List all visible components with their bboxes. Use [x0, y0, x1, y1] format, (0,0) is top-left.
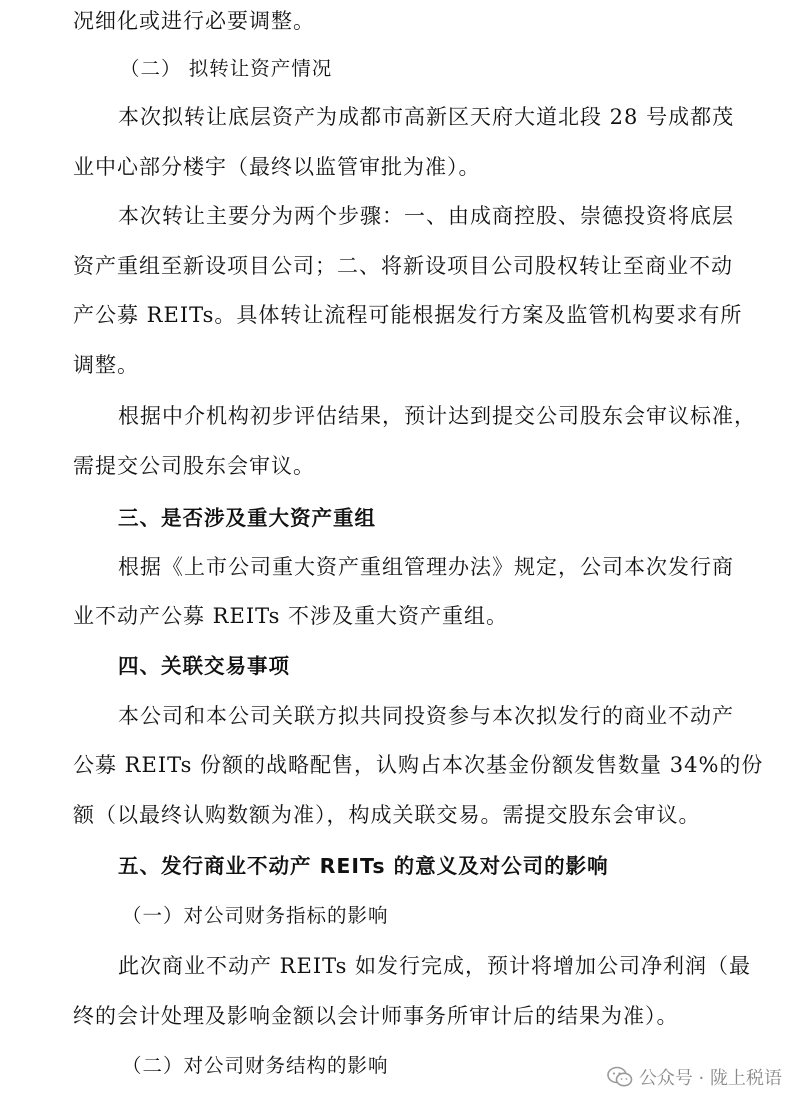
text-line: 况细化或进行必要调整。: [73, 9, 315, 33]
text-line: 公募 REITs 份额的战略配售，认购占本次基金份额发售数量 34%的份: [73, 753, 764, 777]
watermark-text: 公众号 · 陇上税语: [638, 1068, 782, 1089]
text-line: 终的会计处理及影响金额以会计师事务所审计后的结果为准）。: [73, 1004, 679, 1028]
text-line: 业不动产公募 REITs 不涉及重大资产重组。: [73, 604, 509, 628]
text-line: 需提交公司股东会审议。: [73, 454, 315, 478]
section-heading: 四、关联交易事项: [118, 654, 290, 678]
text-line: 额（以最终认购数额为准），构成关联交易。需提交股东会审议。: [73, 803, 701, 827]
wechat-icon: [607, 1066, 633, 1088]
section-heading: 五、发行商业不动产 REITs 的意义及对公司的影响: [118, 854, 609, 878]
text-line: 根据《上市公司重大资产重组管理办法》规定，公司本次发行商: [118, 555, 734, 579]
text-line: 业中心部分楼宇（最终以监管审批为准）。: [73, 155, 481, 179]
subsection-heading: （二）对公司财务结构的影响: [122, 1054, 389, 1077]
watermark: [607, 1064, 782, 1090]
text-line: 调整。: [73, 353, 139, 377]
text-line: 本公司和本公司关联方拟共同投资参与本次拟发行的商业不动产: [118, 704, 734, 728]
text-line: 本次转让主要分为两个步骤：一、由成商控股、崇德投资将底层: [118, 204, 734, 228]
text-line: 此次商业不动产 REITs 如发行完成，预计将增加公司净利润（最: [118, 954, 752, 978]
text-line: 产公募 REITs。具体转让流程可能根据发行方案及监管机构要求有所: [73, 303, 743, 327]
section-heading: 三、是否涉及重大资产重组: [118, 506, 376, 530]
text-line: 本次拟转让底层资产为成都市高新区天府大道北段 28 号成都茂: [118, 105, 735, 129]
text-line: 根据中介机构初步评估结果，预计达到提交公司股东会审议标准，: [118, 404, 756, 428]
subsection-heading: （二） 拟转让资产情况: [120, 57, 333, 80]
subsection-heading: （一）对公司财务指标的影响: [122, 904, 389, 927]
text-line: 资产重组至新设项目公司；二、将新设项目公司股权转让至商业不动: [73, 254, 733, 278]
